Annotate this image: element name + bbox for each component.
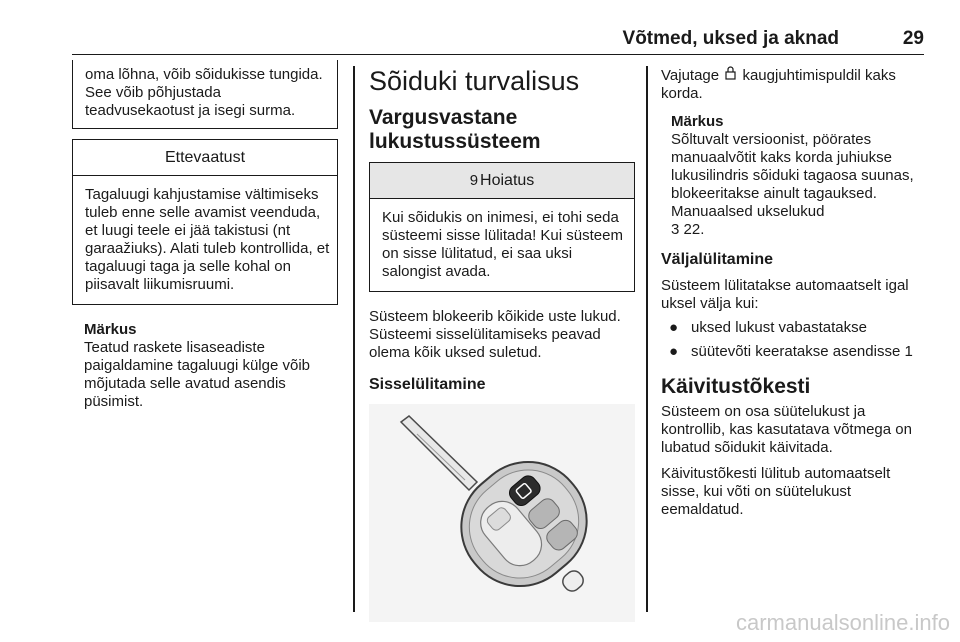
page-number: 29 <box>902 28 924 49</box>
column-divider <box>646 66 648 612</box>
warning-continuation-box <box>72 60 338 129</box>
column-2 <box>369 60 635 622</box>
press-instruction-pre: Vajutage <box>661 67 720 84</box>
column-1 <box>72 60 338 411</box>
activation-heading: Sisselülitamine <box>369 376 486 393</box>
subheading: Vargusvastane lukustussüsteem <box>369 106 541 153</box>
note-title-2: Märkus <box>671 113 724 130</box>
deactivation-body: Süsteem lülitatakse automaatselt igal uksel välja kui: <box>661 277 909 312</box>
page-reference-link[interactable]: 3 22. <box>671 221 705 238</box>
deactivation-heading: Väljalülitamine <box>661 251 774 268</box>
note-title: Märkus <box>84 321 137 338</box>
warning-box <box>369 162 635 292</box>
watermark: carmanualsonline.info <box>735 610 950 635</box>
note-block <box>72 321 338 411</box>
warning-head <box>370 163 634 199</box>
column-3 <box>661 60 927 519</box>
lock-icon <box>725 66 736 85</box>
bullet-icon: ● <box>669 343 679 360</box>
immobilizer-paragraph-2: Käivitustõkesti lülitub automaatselt sisse, kui võti on süütelukust eemaldatud. <box>661 465 891 518</box>
press-instruction-post: kaugjuhtimispuldil kaks korda. <box>661 67 896 102</box>
immobilizer-paragraph-1: Süsteem on osa süütelukust ja kontrollib, kas kasutatava võtmega on lubatud sõidukit käivitada. <box>661 403 912 456</box>
note-block-2 <box>661 113 927 239</box>
list-item <box>661 343 927 361</box>
immobilizer-heading: Käivitustõkesti <box>661 375 811 398</box>
warning-continuation-text: oma lõhna, võib sõidukisse tungida. See võib põhjustada teadvusekaotust ja isegi surma. <box>85 66 323 119</box>
caution-title: Ettevaatust <box>73 140 337 176</box>
column-divider <box>353 66 355 612</box>
page-header <box>72 26 924 55</box>
note-body-2 <box>671 131 927 239</box>
warning-icon: 9 <box>469 172 479 189</box>
list-item-text: uksed lukust vabastatakse <box>691 319 867 336</box>
header-title: Võtmed, uksed ja aknad <box>622 28 839 49</box>
section-heading: Sõiduki turvalisus <box>369 66 580 96</box>
note-body-2-text: Sõltuvalt versioonist, pöörates manuaalvõtit kaks korda juhiukse lukusilindris sõiduki tagaosa suunas, blokeeritakse ainult tagauksed. Manuaalsed ukselukud <box>671 131 914 220</box>
list-item <box>661 319 927 337</box>
key-fob-illustration <box>369 404 635 622</box>
warning-body: Kui sõidukis on inimesi, ei tohi seda süsteemi sisse lülitada! Kui süsteem on sisse lülitatud, ei saa uksi salongist avada. <box>382 209 623 280</box>
deactivation-list <box>661 319 927 361</box>
caution-box <box>72 139 338 305</box>
system-paragraph: Süsteem blokeerib kõikide uste lukud. Süsteemi sisselülitamiseks peavad olema kõik uksed suletud. <box>369 308 621 361</box>
caution-body: Tagaluugi kahjustamise vältimiseks tuleb enne selle avamist veenduda, et luugi teele ei jää takistusi (nt garaažiuks). Alati tuleb kontrollida, et tagaluugi taga ja selle kohal on piisavalt liikumisruumi. <box>85 186 330 293</box>
key-fob-icon <box>369 404 635 622</box>
press-instruction <box>661 66 927 103</box>
list-item-text: süütevõti keeratakse asendisse 1 <box>691 343 913 360</box>
note-body: Teatud raskete lisaseadiste paigaldamine tagaluugi külge võib mõjutada selle avatud asendis püsimist. <box>84 339 310 410</box>
warning-title: Hoiatus <box>480 172 535 189</box>
bullet-icon: ● <box>669 319 679 336</box>
